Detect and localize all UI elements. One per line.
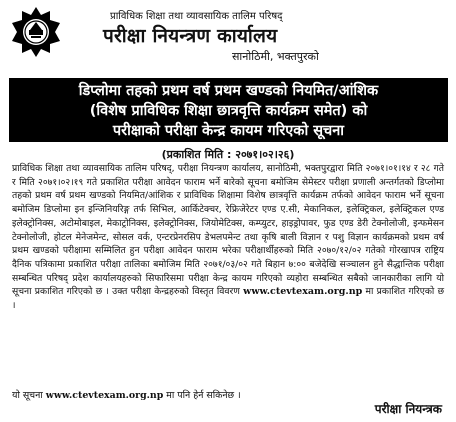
footer-website-link[interactable]: www.ctevtexam.org.np (45, 390, 164, 401)
notice-body-text: प्राविधिक शिक्षा तथा व्यावसायिक तालिम परिषद्, परीक्षा नियन्त्रण कार्यालय, सानोठिमी, भक्तपुरद्वारा मिति २०७१।०१।१४ र २८ गते र मिति २०७१।०२।१९ गते प्रकाशित परीक्षा आवेदन फाराम भर्ने बारेको सूचना बमोजिम सेमेस्टर परीक्षा प्रणाली अन्तर्गतको डिप्लोमा तहको प्रथम वर्ष प्रथम खण्डको नियमित/आंशिक र प्राविधिक शिक्षामा विशेष छात्रवृत्ति कार्यक्रम तर्फको आवेदन फाराम भर्ने सूचना बमोजिम डिप्लोमा इन इन्जिनियरिङ्ग तर्फ सिभिल, आर्किटेक्चर, रेफ्रिजेरेटर एण्ड ए.सी, मेकानिकल, इलेक्ट्रिकल, इलेक्ट्रिकल एण्ड इलेक्ट्रोनिक्स, अटोमोबाइल, मेकाट्रोनिक्स, इलेक्ट्रोनिक्स, जियोमेटिक्स, कम्प्युटर, हाइड्रोपावर, फुड एण्ड डेरी टेक्नोलोजी, इन्फमेसन टेक्नोलोजी, होटल मेनेजमेन्ट, सोसल वर्क, एन्टरप्रेनरसिप डेभलपमेन्ट तथा कृषि बाली विज्ञान र पशु विज्ञान कार्यक्रमको प्रथम वर्ष प्रथम खण्डको परीक्षामा सम्मिलित हुन परीक्षा आवेदन फाराम भरेका परीक्षार्थीहरुको मिति २०७०/१२/०२ गतेको गोरखापत्र राष्ट्रिय दैनिक पत्रिकामा प्रकाशित परीक्षा तालिका बमोजिम मिति २०७१/०३/०२ गते बिहान ७:०० बजेदेखि सञ्चालन हुने सैद्धान्तिक परीक्षा सम्बन्धित परिषद् प्रदेश कार्यालयहरुको सिफारिसमा परीक्षा केन्द्र कायम गरिएको व्यहोरा सम्बन्धित सबैको जानकारीका लागि यो सूचना प्रकाशित गरिएको छ । उक्त परीक्षा केन्द्रहरुको विस्तृत विवरण (12, 163, 444, 298)
signature-title: परीक्षा नियन्त्रक (374, 402, 442, 416)
notice-body (12, 162, 444, 313)
footer-note (12, 388, 241, 401)
ctevt-emblem-icon (10, 6, 62, 58)
notice-header (0, 0, 456, 76)
notice-title-line-3: परीक्षाको परीक्षा केन्द्र कायम गरिएको सूचना (112, 123, 345, 139)
notice-body-end: मा प्रकाशित गरिएको छ । (12, 286, 445, 312)
footer-suffix: मा पनि हेर्न सकिनेछ । (166, 390, 241, 401)
notice-title-line-1: डिप्लोमा तहको प्रथम वर्ष प्रथम खण्डको नियमित/आंशिक (78, 83, 379, 99)
office-address: सानोठिमी, भक्तपुरको (232, 50, 319, 63)
organization-name: प्राविधिक शिक्षा तथा व्यावसायिक तालिम परिषद् (110, 11, 283, 22)
published-date: (प्रकाशित मिति : २०७१।०२।२६) (161, 148, 295, 161)
notice-title-line-2: (विशेष प्राविधिक शिक्षा छात्रवृत्ति कार्यक्रम समेत) को (89, 103, 368, 119)
footer-prefix: यो सूचना (12, 390, 43, 401)
website-link[interactable]: www.ctevtexam.org.np (243, 286, 363, 298)
notice-title-banner (9, 78, 448, 142)
office-title: परीक्षा नियन्त्रण कार्यालय (103, 25, 278, 47)
